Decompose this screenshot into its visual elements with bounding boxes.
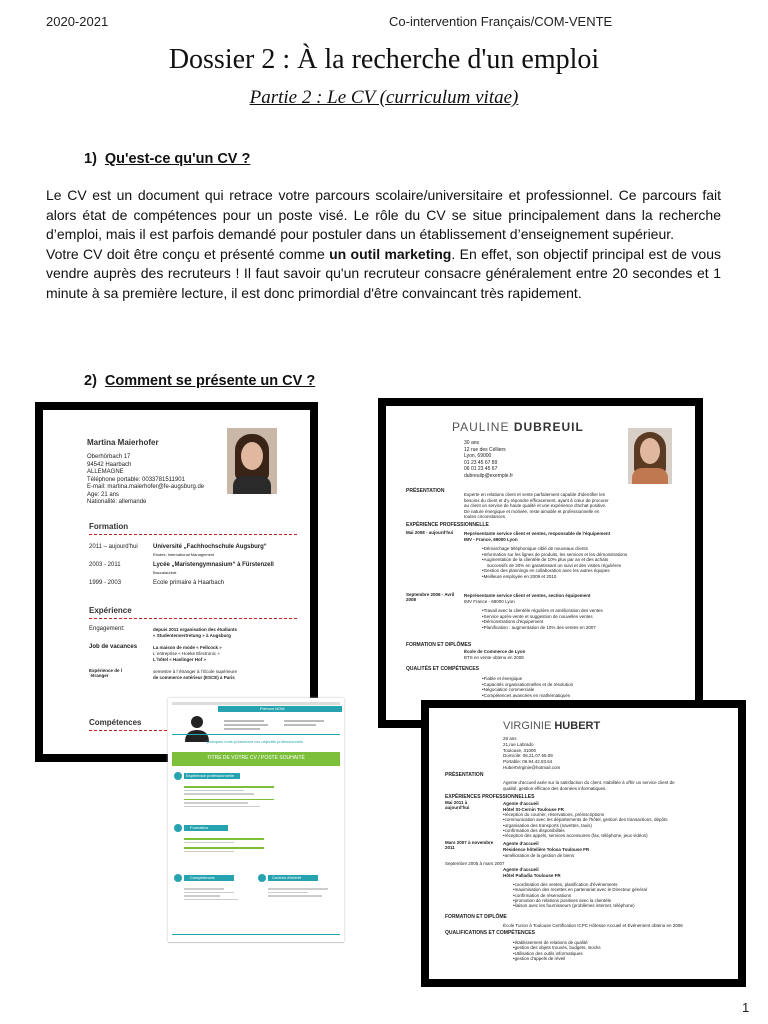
- page-title: Dossier 2 : À la recherche d'un emploi: [168, 44, 600, 75]
- divider: [89, 618, 297, 619]
- cv-bullets: [503, 812, 668, 838]
- section-label: Comment se présente un CV ?: [104, 373, 316, 389]
- cv-contact-line: Nationalité: allemande: [87, 499, 147, 505]
- text-line: au client un service de haute qualité et une expérience d'achat positive.: [464, 503, 607, 508]
- text-line: Agente d'accueil axée sur la satisfaction du client. Habilitée à offrir un service client de: [503, 780, 675, 785]
- bullet-item: • Fiable et énergique: [482, 676, 573, 682]
- cv-date: 2003 - 2011: [89, 562, 121, 568]
- bullet-item: • Augmentation de la clientèle de 10% plus par an et des achats: [482, 557, 627, 563]
- cv-date: 1999 - 2003: [89, 580, 122, 586]
- divider: [172, 734, 340, 735]
- bullet-item: • Travail avec la clientèle régulière et amélioration des ventes: [482, 608, 603, 614]
- cv-section-title: EXPÉRIENCES PROFESSIONNELLES: [445, 794, 535, 800]
- cv-section-title: Formation: [190, 825, 209, 830]
- section-heading-2: [84, 373, 315, 389]
- cv-section-title: PRÉSENTATION: [406, 488, 445, 494]
- cv-section-title: FORMATION ET DIPLÔME: [445, 914, 507, 920]
- cv-section-competences: Compétences: [89, 718, 142, 727]
- cv-name: Martina Maierhofer: [87, 438, 159, 447]
- cv-name: Prénom NOM: [260, 706, 285, 711]
- divider: [168, 942, 344, 943]
- cv-bullets: [513, 882, 647, 908]
- bullet-item: • promotion de relations positives avec la clientèle: [513, 898, 647, 903]
- section-content: [184, 836, 324, 854]
- cv-photo: [628, 428, 672, 484]
- cv-date: Septembre 2005 à mars 2007: [445, 861, 505, 866]
- cv-example-hubert: [421, 700, 746, 987]
- cv-section-title: Centres d'intérêt: [272, 875, 302, 880]
- cv-contact-line: Toulouse, 31000: [503, 747, 537, 753]
- bullet-item: • réception des appels, services accessoires (fax, téléphone, jeux vidéos): [503, 833, 668, 838]
- cv-school: École de Commerce de Lyon: [464, 649, 526, 654]
- cv-last-name: DUBREUIL: [513, 420, 584, 434]
- cv-section-title: EXPÉRIENCE PROFESSIONNELLE: [406, 522, 489, 528]
- cv-contact-line: Oberhörbach 17: [87, 454, 131, 460]
- cv-school-sub: Baccalauréat: [153, 570, 177, 575]
- cv-role: Agente d'accueil: [503, 801, 539, 806]
- section-number: 2): [84, 373, 97, 389]
- cv-contact-block: [503, 736, 560, 771]
- text-line: Experte en relations client et vente parfaitement capable d'identifier les: [464, 492, 605, 497]
- cv-exp-text: semestre à l´étranger à l´École supérieure: [153, 669, 238, 674]
- bullet-item: • Démarchage téléphonique ciblé de nouveaux clients: [482, 546, 627, 552]
- cv-page: [386, 406, 695, 720]
- cv-bullets: [482, 546, 627, 579]
- cv-date: Mars 2007 à novembre 2011: [445, 840, 494, 850]
- divider: [172, 702, 340, 705]
- section-icon: [174, 874, 182, 882]
- cv-contact-line: 30 ans: [464, 440, 480, 446]
- cv-contact-line: Téléphone portable: 0033781511901: [87, 476, 185, 483]
- cv-contact-line: dubreuilp@exemple.fr: [464, 472, 513, 479]
- cv-contact-line: Age: 21 ans: [87, 491, 120, 498]
- cv-name: [452, 420, 584, 434]
- cv-role: Agente d'accueil: [503, 867, 539, 872]
- body-text: [46, 186, 721, 303]
- section-icon: [174, 772, 182, 780]
- bullet-item: • Compétences avancées en mathématiques: [482, 693, 573, 699]
- cv-date: Mai 2008 - aujourd'hui: [406, 530, 454, 535]
- bullet-item: • organisation des transports (navettes, taxis): [503, 823, 668, 828]
- bullet-item: • Démonstrations d'équipement: [482, 619, 603, 625]
- cv-exp-text: La maison de mode « Fellcock »: [153, 645, 222, 650]
- cv-role: Agente d'accueil: [503, 841, 539, 846]
- section-content: [268, 886, 338, 899]
- cv-contact-block: [464, 440, 513, 479]
- cv-diploma: École Tunon à Toulouse Certification ICPC Hôtesse Accueil et Événement obtenu en 2006: [503, 923, 683, 928]
- cv-contact-line: Domicile: 06.21.07.65.09: [503, 753, 553, 759]
- bullet-item: • Utilisation des outils informatiques: [513, 951, 601, 956]
- bullet-item: • Capacités organisationnelles et de résolution: [482, 682, 573, 688]
- bullet-item: • liaison avec les fournisseurs (problèmes internet, téléphone): [513, 903, 647, 908]
- cv-contact-line: Lyon, 69000: [464, 453, 492, 459]
- cv-exp-text: L´hôtel « Haslinger Hof »: [153, 657, 207, 662]
- paragraph-2-start: Votre CV doit être conçu et présenté comme: [46, 245, 330, 262]
- cv-contact-line: 29 ans: [503, 736, 517, 741]
- cv-tagline: Quelques mots présentant vos objectifs professionnels: [206, 739, 303, 744]
- cv-contact-line: 01 23 45 67 89: [464, 459, 498, 466]
- cv-contact-line: 21,rue Labrado: [503, 741, 534, 747]
- bullet-item: • coordination des ventes, planification d'événements: [513, 882, 647, 887]
- cv-contact-line: 94542 Haarbach: [87, 461, 132, 468]
- cv-section-experience: Expérience: [89, 606, 132, 615]
- cv-section-title: PRÉSENTATION: [445, 772, 484, 778]
- cv-exp-label: Engagement:: [89, 626, 125, 632]
- paragraph-1: Le CV est un document qui retrace votre parcours scolaire/universitaire et professionnel. Ce parcours fait alors état de compétences pour un poste visé. Le rôle du CV se situe principalement dans la recherche d’emploi, mais il est parfois demandé pour postuler dans un établissement d’enseignement supérieur.: [46, 187, 721, 242]
- cv-last-name: HUBERT: [554, 720, 601, 732]
- contact-lines-right: [284, 718, 334, 730]
- page-number: 1: [742, 1000, 750, 1015]
- cv-school: Ecole primaire à Haarbach: [153, 580, 225, 586]
- cv-page: [429, 708, 738, 979]
- cv-bullets: [482, 608, 603, 630]
- cv-first-name: PAULINE: [452, 420, 510, 434]
- cv-role: Représentante service client et ventes, responsable de l'équipement: [464, 531, 611, 536]
- cv-date: Septembre 2006 - Avril 2008: [406, 592, 455, 602]
- section-content: [184, 886, 254, 902]
- cv-presentation: [464, 492, 609, 520]
- cv-title: TITRE DE VOTRE CV / POSTE SOUHAITÉ: [207, 755, 305, 761]
- cv-section-title: QUALIFICATIONS ET COMPÉTENCES: [445, 930, 535, 936]
- cv-bullets: [503, 852, 574, 860]
- header-course: Co-intervention Français/COM-VENTE: [389, 14, 613, 29]
- cv-contact-line: ALLEMAGNE: [87, 469, 124, 475]
- cv-company: IMV - France, 69000 Lyon: [464, 537, 518, 542]
- cv-contact-line: 12 rue des Célliers: [464, 446, 506, 453]
- cv-school-sub: Etudes: International Management: [153, 552, 215, 557]
- section-heading-1: [84, 151, 250, 167]
- paragraph-2-end: . En effet, son objectif principal est de vous vendre auprès des recruteurs ! Il faut savoir qu'un recruteur consacre généralement entre 20 secondes et 1 minute à sa première lecture, il est donc primordial d'être convaincant très rapidement.: [46, 245, 721, 301]
- cv-school: Lycée „Maristengymnasium“ à Fürstenzell: [153, 562, 274, 568]
- cv-role: Représentante service client et ventes, section équipement: [464, 593, 591, 598]
- cv-date: 2011 – aujourd'hui: [89, 544, 138, 550]
- section-icon: [258, 874, 266, 882]
- cv-bullets: [513, 940, 601, 961]
- cv-section-title: QUALITÉS ET COMPÉTENCES: [406, 666, 480, 672]
- cv-example-dubreuil: [378, 398, 703, 728]
- text-line: qualité, gestion efficace des données informatiques.: [503, 785, 607, 791]
- bullet-item: • maximisation des recettes en partenariat avec le Directeur général: [513, 887, 647, 892]
- divider: [89, 534, 297, 535]
- bullet-item: successifs de 20% en garantissant un suivi et des visites régulières: [487, 562, 622, 568]
- bullet-item: • Gestion des plannings en collaboration avec les autres équipes: [482, 568, 627, 574]
- section-label: Qu'est-ce qu'un CV ?: [104, 151, 251, 167]
- bullet-item: • établissement de relations de qualité: [513, 940, 601, 945]
- cv-first-name: VIRGINIE: [503, 720, 552, 732]
- cv-company: Hôtel St-Cernin Toulouse FR: [503, 807, 564, 812]
- cv-company: Résidence hôtelière Tolosa Toulouse FR: [503, 847, 590, 852]
- contact-lines-left: [224, 718, 274, 730]
- cv-exp-label: Job de vacances: [89, 644, 138, 650]
- cv-contact-line: Portable: 06.94.42.83.64: [503, 759, 553, 765]
- cv-diploma: BTS en vente obtenu en 2008: [464, 655, 524, 660]
- cv-section-title: Expérience professionnelle: [186, 773, 235, 778]
- cv-presentation: [503, 780, 675, 791]
- cv-example-template: [168, 698, 344, 942]
- cv-bullets: [482, 676, 573, 698]
- cv-section-title: Compétences: [190, 875, 215, 880]
- bullet-item: • confirmation de réservations: [513, 893, 647, 898]
- section-content: [184, 784, 324, 809]
- cv-exp-text: L´entreprise « Hoeke Electronic »: [153, 651, 220, 656]
- bullet-item: • Négociation commerciale: [482, 687, 573, 693]
- cv-contact-block: [87, 454, 204, 507]
- bullet-item: • gestion d'appels de réveil: [513, 956, 601, 961]
- bullet-item: • gestion des objets trouvés, budgets, stocks: [513, 945, 601, 950]
- cv-company: IMV France - 69000 Lyon: [464, 599, 515, 604]
- bullet-item: • Service après-vente et suggestion de nouvelles ventes: [482, 614, 603, 620]
- cv-exp-text: de commerce extérieur (ESCE) à Paris: [153, 675, 235, 680]
- bullet-item: • réception du courrier, réservations, préinscriptions: [503, 812, 668, 817]
- cv-school: Université „Fachhochschule Augsburg“: [153, 544, 267, 550]
- paragraph-2: [46, 245, 721, 304]
- cv-exp-label: Expérience de l´étranger: [89, 668, 123, 678]
- bullet-item: • Planification : augmentation de 10% des ventes en 2007: [482, 625, 603, 631]
- cv-section-formation: Formation: [89, 522, 129, 531]
- paragraph-2-emphasis: un outil marketing: [329, 245, 452, 262]
- section-icon: [174, 824, 182, 832]
- bullet-item: • amélioration de la gestion de biens: [503, 852, 574, 860]
- text-line: De nature énergique et motivée, reste aimable et professionnelle en: [464, 508, 600, 514]
- cv-contact-line: E-mail: martina.maierhofer@fe-augsburg.de: [87, 484, 205, 490]
- header-year: 2020-2021: [46, 14, 109, 29]
- cv-contact-line: 06 01 23 45 67: [464, 466, 498, 472]
- divider: [172, 934, 340, 935]
- page-subtitle: Partie 2 : Le CV (curriculum vitae): [249, 87, 519, 108]
- text-line: besoins du client et d'y répondre efficacement, ayant à cœur de procurer: [464, 497, 609, 503]
- cv-exp-text: depuis 2011 organisation des étudiants: [153, 627, 238, 632]
- bullet-item: • communication avec les départements de l'hôtel, gestion des transactions, dépôts: [503, 817, 668, 822]
- cv-section-title: FORMATION ET DIPLÔMES: [406, 642, 472, 648]
- text-line: toutes circonstances.: [464, 514, 507, 519]
- cv-contact-line: HubertVirginie@hotmail.com: [503, 764, 561, 770]
- cv-photo: [227, 428, 277, 494]
- cv-exp-text: « Studentenvertretung » à Augsburg: [153, 633, 231, 638]
- cv-company: Hôtel Palladia Toulouse FR: [503, 873, 561, 878]
- bullet-item: • Information sur les lignes de produits, les services et les démonstrations: [482, 552, 627, 558]
- bullet-item: • confirmation des disponibilités: [503, 828, 668, 833]
- bullet-item: • Meilleure employée en 2009 et 2010: [482, 574, 627, 580]
- cv-date: Mai 2011 à aujourd'hui: [445, 800, 470, 810]
- section-number: 1): [84, 151, 97, 167]
- cv-name: [503, 720, 600, 732]
